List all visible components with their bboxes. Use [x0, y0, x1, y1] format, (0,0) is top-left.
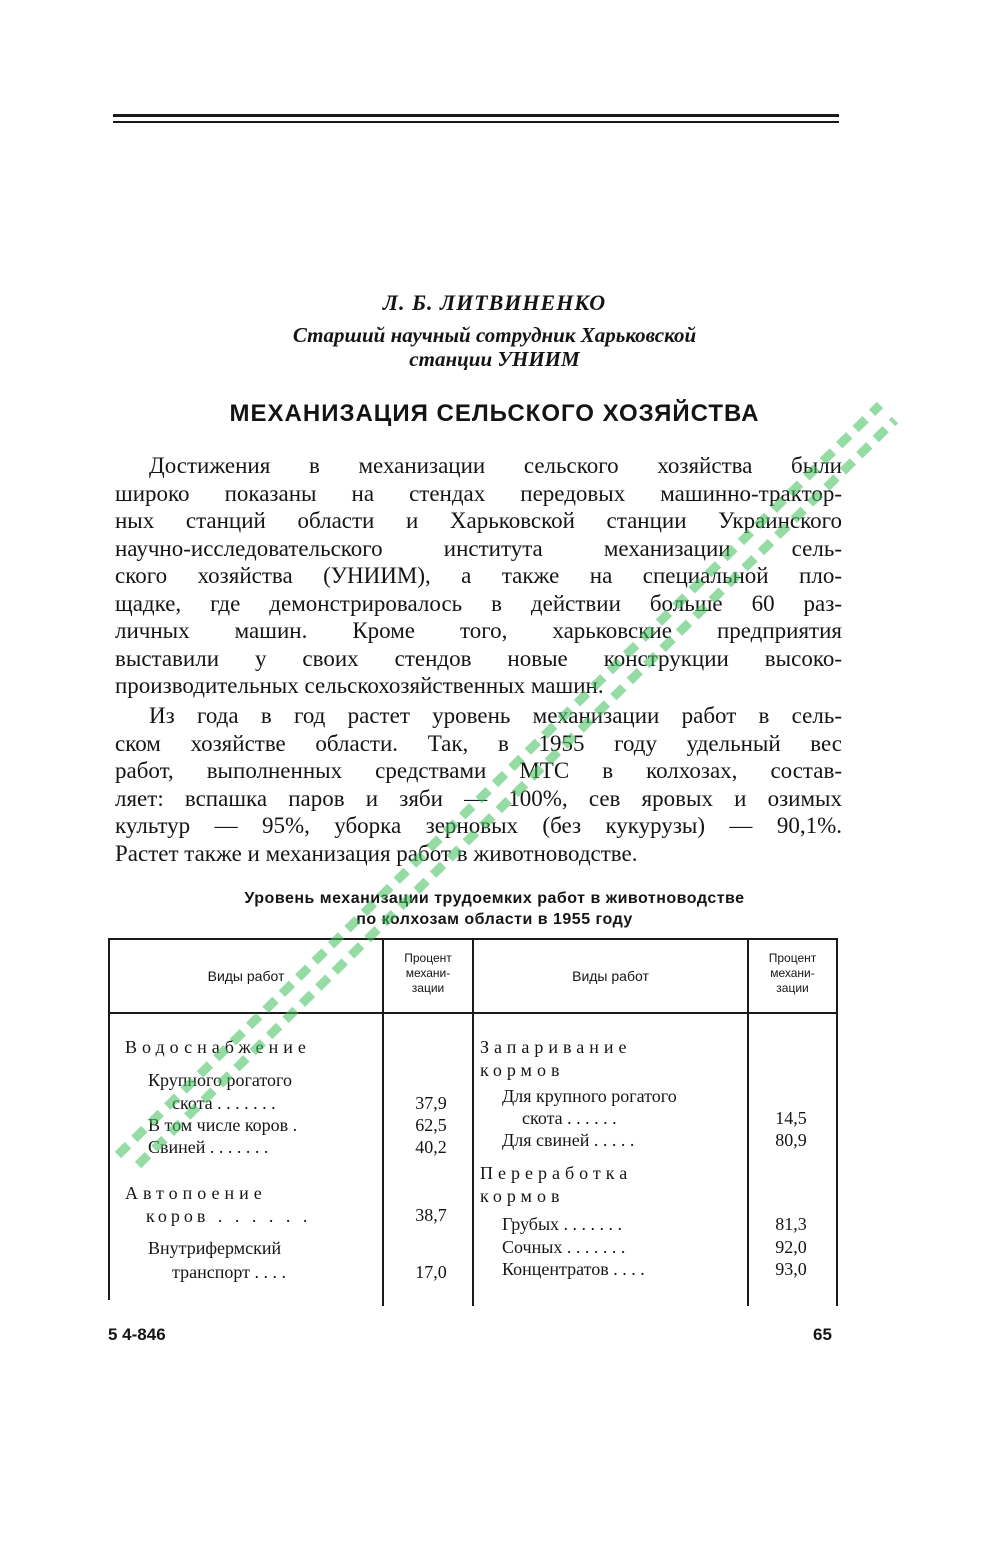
article-title: МЕХАНИЗАЦИЯ СЕЛЬСКОГО ХОЗЯЙСТВА [229, 400, 760, 427]
row-label: Свиней . . . . . . . [148, 1137, 269, 1157]
row-label: Крупного рогатого [148, 1070, 292, 1090]
printer-signature: 5 4-846 [108, 1325, 166, 1344]
text-line: ского хозяйства (УНИИМ), а также на специальной пло- [115, 563, 842, 588]
position-line: Старший научный сотрудник Харьковской [292, 323, 697, 347]
category-steaming: Запаривание [480, 1037, 632, 1057]
row-value: 81,3 [775, 1214, 807, 1234]
text-line: Растет также и механизация работ в животноводстве. [115, 840, 638, 866]
table-caption [0, 888, 989, 930]
text-line: научно-исследовательского института механизации сель- [115, 535, 842, 561]
row-label: Для свиней . . . . . [502, 1130, 635, 1150]
table-vline [472, 938, 474, 1306]
category-processing-line2: кормов [480, 1186, 565, 1206]
text-line: широко показаны на стендах передовых машинно-трактор- [115, 480, 842, 506]
header-percent-line: зации [776, 981, 809, 995]
row-value: 92,0 [775, 1237, 807, 1257]
paragraph-2 [115, 702, 842, 867]
row-value: 37,9 [415, 1093, 447, 1113]
text-line: Из года в год растет уровень механизации работ в сель- [149, 703, 842, 728]
header-percent-line: Процент [768, 951, 817, 965]
header-percent-line: механи- [770, 966, 815, 980]
text-line: личных машин. Кроме того, харьковские предприятия [115, 618, 842, 643]
text-line: ляет: вспашка паров и зяби — 100%, сев яровых и озимых [115, 785, 842, 811]
text-line: производительных сельскохозяйственных машин. [115, 673, 604, 698]
text-line: выставили у своих стендов новые конструкции высоко- [115, 645, 842, 671]
row-label: Концентратов . . . . [502, 1259, 645, 1279]
text-line: ных станций области и Харьковской станции Украинского [115, 508, 842, 533]
header-percent-right [749, 951, 836, 996]
header-percent-left [384, 951, 472, 996]
paragraph-1 [115, 452, 842, 700]
row-label: Для крупного рогатого [502, 1086, 677, 1106]
header-percent-line: механи- [405, 966, 451, 980]
header-percent-line: зации [411, 981, 445, 995]
row-value: 14,5 [775, 1108, 807, 1128]
text-line: щадке, где демонстрировалось в действии больше 60 раз- [115, 590, 842, 616]
author-name: Л. Б. ЛИТВИНЕНКО [382, 290, 607, 315]
row-label: скота . . . . . . . [172, 1093, 276, 1113]
top-rule-thick [113, 114, 839, 117]
header-percent-line: Процент [404, 951, 452, 965]
text-line: Достижения в механизации сельского хозяйства были [149, 453, 842, 478]
text-line: работ, выполненных средствами МТС в колхозах, состав- [115, 758, 842, 783]
category-autodrinking-line2: коров . . . . . . [146, 1206, 312, 1226]
row-value: 80,9 [775, 1130, 807, 1150]
row-value: 93,0 [775, 1259, 807, 1279]
category-water-supply: Водоснабжение [125, 1037, 311, 1057]
header-kind-right: Виды работ [572, 968, 649, 984]
table-vline [108, 938, 110, 1300]
row-label: Внутрифермский [148, 1238, 282, 1258]
text-line: культур — 95%, уборка зерновых (без кукурузы) — 90,1%. [115, 813, 842, 838]
row-label: Грубых . . . . . . . [502, 1214, 623, 1234]
category-autodrinking: Автопоение [125, 1183, 267, 1203]
page-number: 65 [813, 1325, 832, 1344]
table-vline [836, 938, 838, 1306]
row-value: 17,0 [415, 1262, 447, 1282]
row-label: Сочных . . . . . . . [502, 1237, 626, 1257]
caption-line: Уровень механизации трудоемких работ в животноводстве [244, 890, 745, 907]
top-rule-thin [113, 121, 839, 123]
row-label: транспорт . . . . [172, 1262, 286, 1282]
text-line: ском хозяйстве области. Так, в 1955 году удельный вес [115, 730, 842, 756]
row-value: 62,5 [415, 1115, 447, 1135]
category-steaming-line2: кормов [480, 1060, 565, 1080]
category-processing: Переработка [480, 1163, 633, 1183]
caption-line: по колхозам области в 1955 году [356, 911, 633, 928]
row-value: 40,2 [415, 1137, 447, 1157]
position-line: станции УНИИМ [409, 347, 580, 371]
author-position [0, 323, 989, 371]
row-label: скота . . . . . . [522, 1108, 617, 1128]
header-kind-left: Виды работ [207, 968, 285, 984]
row-value: 38,7 [415, 1205, 447, 1225]
row-label: В том числе коров . [148, 1115, 298, 1135]
